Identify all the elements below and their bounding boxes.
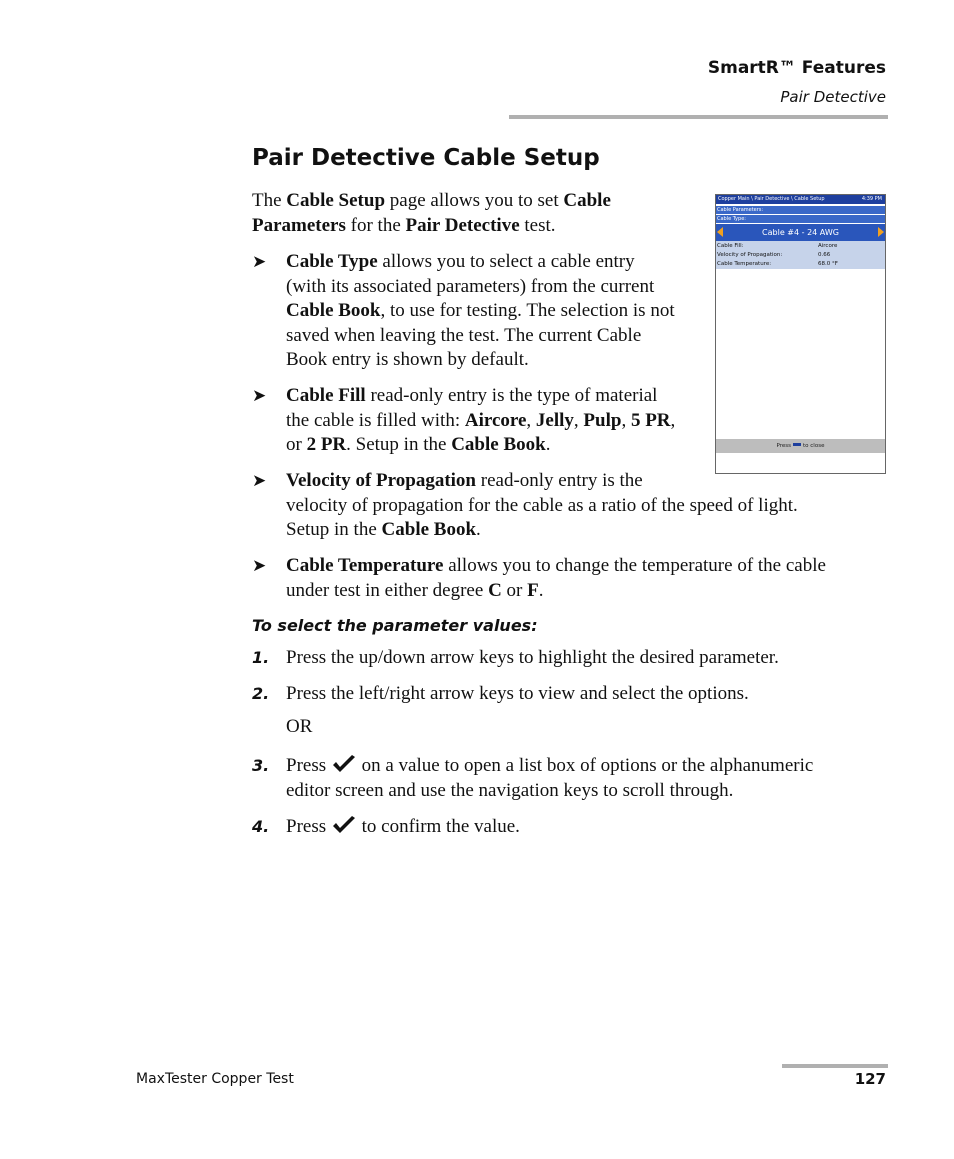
step-3	[252, 753, 892, 803]
device-screenshot	[715, 194, 886, 474]
cable-parameters-label: Cable Parameters:	[716, 206, 885, 214]
device-title-bar	[716, 195, 885, 204]
checkmark-icon	[331, 754, 357, 774]
text: allows you to select a cable entry	[377, 251, 635, 272]
text: , to use for testing. The selection is not	[380, 300, 675, 321]
right-arrow-icon[interactable]	[878, 227, 884, 237]
step-text: Press the up/down arrow keys to highlight the desired parameter.	[286, 647, 779, 668]
text: or	[286, 434, 307, 455]
term: C	[488, 579, 502, 601]
device-bottom-bar	[716, 439, 885, 453]
bullet-cable-temperature	[252, 554, 892, 604]
term: Cable Book	[286, 300, 381, 321]
term: Velocity of Propagation	[286, 470, 476, 491]
term: Cable Type	[286, 251, 378, 272]
term: F	[527, 579, 539, 601]
text: (with its associated parameters) from the current	[286, 275, 655, 297]
step-4	[252, 814, 892, 839]
device-breadcrumb: Copper Main \ Pair Detective \ Cable Setup	[718, 196, 825, 202]
intro-text: test.	[519, 215, 556, 236]
intro-bold: Pair Detective	[405, 215, 520, 236]
term: Pulp	[583, 409, 622, 431]
or-text: OR	[286, 716, 313, 737]
term: Aircore	[464, 409, 527, 431]
bullet-velocity	[252, 469, 892, 544]
step-number: 3.	[252, 756, 270, 775]
step-text	[286, 814, 892, 839]
row-value: 0.66	[818, 252, 831, 258]
step-2	[252, 681, 892, 706]
term: Cable Fill	[286, 385, 366, 406]
term: Jelly	[535, 409, 574, 431]
text: ,	[526, 409, 536, 431]
intro-text: The	[252, 190, 287, 211]
intro-text: for the	[345, 215, 406, 236]
intro-bold: Cable	[563, 190, 611, 211]
step-1	[252, 645, 892, 670]
intro-bold: Parameters	[252, 215, 346, 236]
intro-line-1	[252, 188, 611, 213]
term: Cable Temperature	[286, 555, 444, 576]
section-title: Pair Detective Cable Setup	[252, 145, 600, 171]
text: velocity of propagation for the cable as a ratio of the speed of light.	[286, 494, 798, 516]
term: 2 PR	[306, 434, 347, 455]
text: on a value to open a list box of options or the alphanumeric	[356, 755, 814, 776]
step-text	[286, 753, 892, 803]
term: Cable Book	[381, 519, 477, 540]
cable-type-value: Cable #4 - 24 AWG	[762, 228, 839, 237]
cable-parameter-rows	[716, 241, 885, 269]
text: ,	[621, 409, 631, 431]
text: allows you to change the temperature of the cable	[443, 555, 826, 576]
back-arrow-icon	[793, 443, 801, 446]
step-number: 1.	[252, 648, 270, 667]
cable-type-label: Cable Type:	[716, 215, 885, 223]
text: the cable is filled with:	[286, 409, 465, 431]
row-value: Aircore	[818, 243, 838, 249]
bullet-arrow-icon: ➤	[252, 556, 267, 575]
term: Cable Book	[451, 434, 546, 455]
row-value[interactable]: 68.0 °F	[818, 261, 838, 267]
procedure-title: To select the parameter values:	[252, 616, 538, 635]
bullet-arrow-icon: ➤	[252, 471, 267, 490]
text: read-only entry is the	[476, 470, 643, 491]
running-header-subtitle: Pair Detective	[780, 88, 886, 106]
intro-bold: Cable Setup	[286, 190, 386, 211]
step-text: Press the left/right arrow keys to view and select the options.	[286, 683, 749, 704]
page-number: 127	[854, 1070, 886, 1088]
text: to close	[803, 443, 825, 449]
text: .	[545, 434, 551, 455]
cable-type-selector[interactable]	[716, 224, 885, 241]
bullet-text	[286, 554, 892, 603]
text: .	[538, 579, 544, 601]
row-label: Cable Fill:	[717, 243, 744, 249]
text: read-only entry is the type of material	[365, 385, 658, 406]
text: . Setup in the	[346, 434, 452, 455]
text: or	[501, 579, 528, 601]
term: 5 PR	[630, 409, 671, 431]
footer-title: MaxTester Copper Test	[136, 1071, 294, 1087]
bullet-arrow-icon: ➤	[252, 252, 267, 271]
text: ,	[670, 409, 676, 431]
footer-rule	[782, 1064, 888, 1068]
step-number: 2.	[252, 684, 270, 703]
text: Press	[286, 755, 331, 776]
text: to confirm the value.	[356, 816, 520, 837]
text: saved when leaving the test. The current Cable	[286, 324, 642, 346]
text: editor screen and use the navigation keys to scroll through.	[286, 780, 734, 801]
left-arrow-icon[interactable]	[717, 227, 723, 237]
row-label: Velocity of Propagation:	[717, 252, 783, 258]
text: under test in either degree	[286, 579, 489, 601]
step-number: 4.	[252, 817, 270, 836]
bullet-arrow-icon: ➤	[252, 386, 267, 405]
text: ,	[573, 409, 584, 431]
row-label[interactable]: Cable Temperature:	[717, 261, 772, 267]
checkmark-icon	[331, 815, 357, 835]
text: Press	[286, 816, 331, 837]
bullet-text	[286, 469, 892, 543]
text: Press	[776, 443, 792, 449]
text: Book entry is shown by default.	[286, 349, 529, 370]
intro-text: page allows you to set	[385, 190, 564, 211]
intro-line-2	[252, 213, 556, 238]
header-rule	[509, 115, 888, 119]
text: Setup in the	[286, 519, 382, 540]
device-clock: 4:39 PM	[861, 196, 882, 202]
text: .	[476, 519, 481, 540]
running-header-title: SmartR™ Features	[707, 58, 886, 78]
